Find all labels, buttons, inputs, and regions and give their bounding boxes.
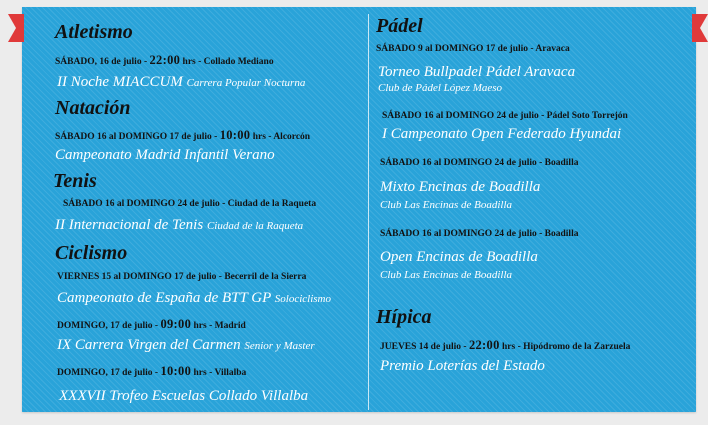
event-title: I Campeonato Open Federado Hyundai [382,126,622,142]
ribbon-left-decoration [8,14,24,42]
heading-hipica: Hípica [376,306,432,328]
event-datetime: SÁBADO 16 al DOMINGO 24 de julio - Ciudad de la Raqueta [63,199,317,209]
event-datetime: JUEVES 14 de julio - 22:00 hrs - Hipódromo de la Zarzuela [380,338,631,352]
event-club: Club Las Encinas de Boadilla [380,199,512,211]
event-datetime: SÁBADO, 16 de julio - 22:00 hrs - Collado Mediano [55,53,274,67]
event-datetime: VIERNES 15 al DOMINGO 17 de julio - Becerril de la Sierra [57,272,307,282]
heading-atletismo: Atletismo [55,21,133,43]
event-title: Mixto Encinas de Boadilla [380,179,541,195]
event-datetime: SÁBADO 16 al DOMINGO 24 de julio - Boadilla [380,229,579,239]
ribbon-right-decoration [692,14,708,42]
event-title: Campeonato de España de BTT GP Solociclismo [57,290,331,306]
event-datetime: SÁBADO 16 al DOMINGO 24 de julio - Pádel Soto Torrejón [382,111,628,121]
event-title: IX Carrera Virgen del Carmen Senior y Master [57,337,315,353]
event-title: Torneo Bullpadel Pádel Aravaca [378,64,576,80]
heading-padel: Pádel [376,15,423,37]
event-title: Campeonato Madrid Infantil Verano [55,147,275,163]
heading-natacion: Natación [55,97,131,119]
event-datetime: SÁBADO 16 al DOMINGO 17 de julio - 10:00 hrs - Alcorcón [55,128,311,142]
event-title: II Internacional de Tenis Ciudad de la Raqueta [55,217,304,233]
event-title: Open Encinas de Boadilla [380,249,538,265]
event-title: XXXVII Trofeo Escuelas Collado Villalba [59,388,309,404]
event-datetime: SÁBADO 9 al DOMINGO 17 de julio - Aravaca [376,44,570,54]
event-datetime: DOMINGO, 17 de julio - 10:00 hrs - Villalba [57,364,247,378]
heading-ciclismo: Ciclismo [55,242,128,264]
event-club: Club de Pádel López Maeso [378,82,503,94]
column-divider [368,14,369,410]
event-datetime: SÁBADO 16 al DOMINGO 24 de julio - Boadilla [380,158,579,168]
event-title: Premio Loterías del Estado [380,358,545,374]
event-club: Club Las Encinas de Boadilla [380,269,512,281]
event-title: II Noche MIACCUM Carrera Popular Nocturna [57,74,306,90]
event-datetime: DOMINGO, 17 de julio - 09:00 hrs - Madrid [57,317,246,331]
heading-tenis: Tenis [53,170,97,192]
